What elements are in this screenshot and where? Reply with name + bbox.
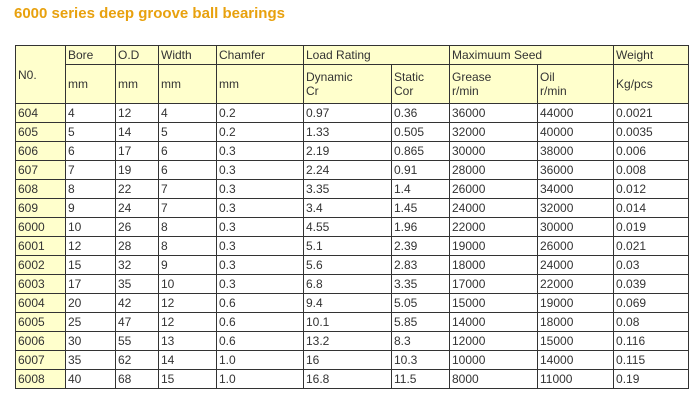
cell-bore: 10: [66, 218, 116, 237]
cell-chamfer: 0.3: [217, 142, 304, 161]
cell-width: 8: [159, 218, 217, 237]
cell-dynamic: 9.4: [304, 294, 392, 313]
header-row-units: [16, 65, 689, 104]
cell-bore: 12: [66, 237, 116, 256]
cell-bore: 40: [66, 370, 116, 389]
cell-no: 604: [16, 104, 66, 123]
cell-width: 4: [159, 104, 217, 123]
header-dynamic-label: Dynamic: [306, 70, 353, 84]
cell-grease: 19000: [450, 237, 538, 256]
header-chamfer-unit: mm: [217, 65, 304, 104]
cell-weight: 0.008: [614, 161, 689, 180]
cell-chamfer: 0.3: [217, 256, 304, 275]
cell-static: 0.91: [392, 161, 450, 180]
cell-width: 12: [159, 313, 217, 332]
cell-no: 6002: [16, 256, 66, 275]
cell-weight: 0.03: [614, 256, 689, 275]
cell-chamfer: 0.6: [217, 294, 304, 313]
cell-grease: 32000: [450, 123, 538, 142]
cell-static: 0.505: [392, 123, 450, 142]
table-row: [16, 142, 689, 161]
cell-bore: 30: [66, 332, 116, 351]
cell-grease: 17000: [450, 275, 538, 294]
cell-chamfer: 0.3: [217, 161, 304, 180]
cell-static: 10.3: [392, 351, 450, 370]
table-row: [16, 180, 689, 199]
header-grease-label: Grease: [452, 70, 492, 84]
table-row: [16, 275, 689, 294]
cell-oil: 34000: [538, 180, 614, 199]
cell-no: 6001: [16, 237, 66, 256]
table-row: [16, 218, 689, 237]
cell-dynamic: 5.6: [304, 256, 392, 275]
cell-od: 22: [116, 180, 159, 199]
cell-no: 6004: [16, 294, 66, 313]
cell-static: 2.39: [392, 237, 450, 256]
cell-no: 605: [16, 123, 66, 142]
cell-od: 12: [116, 104, 159, 123]
cell-weight: 0.19: [614, 370, 689, 389]
cell-static: 1.96: [392, 218, 450, 237]
table-row: [16, 332, 689, 351]
cell-width: 7: [159, 180, 217, 199]
cell-dynamic: 16: [304, 351, 392, 370]
cell-bore: 35: [66, 351, 116, 370]
cell-grease: 36000: [450, 104, 538, 123]
cell-bore: 8: [66, 180, 116, 199]
cell-grease: 18000: [450, 256, 538, 275]
cell-static: 5.85: [392, 313, 450, 332]
header-oil-label: Oil: [540, 70, 555, 84]
cell-oil: 36000: [538, 161, 614, 180]
cell-no: 609: [16, 199, 66, 218]
cell-width: 8: [159, 237, 217, 256]
cell-no: 6005: [16, 313, 66, 332]
cell-static: 5.05: [392, 294, 450, 313]
cell-dynamic: 1.33: [304, 123, 392, 142]
header-max-speed: Maximuum Seed: [450, 46, 614, 65]
cell-width: 9: [159, 256, 217, 275]
cell-dynamic: 3.35: [304, 180, 392, 199]
cell-no: 6003: [16, 275, 66, 294]
table-row: [16, 294, 689, 313]
cell-no: 6007: [16, 351, 66, 370]
header-row-names: [16, 46, 689, 65]
cell-od: 35: [116, 275, 159, 294]
header-oil-unit: r/min: [540, 84, 567, 98]
cell-chamfer: 1.0: [217, 370, 304, 389]
bearing-spec-table: [15, 45, 689, 389]
cell-oil: 11000: [538, 370, 614, 389]
header-width-unit: mm: [159, 65, 217, 104]
table-row: [16, 256, 689, 275]
cell-weight: 0.0035: [614, 123, 689, 142]
cell-dynamic: 6.8: [304, 275, 392, 294]
cell-width: 13: [159, 332, 217, 351]
cell-od: 28: [116, 237, 159, 256]
cell-grease: 10000: [450, 351, 538, 370]
header-chamfer: Chamfer: [217, 46, 304, 65]
table-row: [16, 123, 689, 142]
cell-weight: 0.019: [614, 218, 689, 237]
cell-od: 62: [116, 351, 159, 370]
cell-chamfer: 0.3: [217, 180, 304, 199]
cell-width: 6: [159, 161, 217, 180]
cell-grease: 28000: [450, 161, 538, 180]
cell-weight: 0.069: [614, 294, 689, 313]
cell-bore: 15: [66, 256, 116, 275]
cell-width: 10: [159, 275, 217, 294]
cell-oil: 18000: [538, 313, 614, 332]
cell-no: 6006: [16, 332, 66, 351]
cell-dynamic: 10.1: [304, 313, 392, 332]
cell-oil: 38000: [538, 142, 614, 161]
cell-width: 14: [159, 351, 217, 370]
cell-chamfer: 0.3: [217, 275, 304, 294]
table-row: [16, 313, 689, 332]
table-row: [16, 351, 689, 370]
cell-bore: 5: [66, 123, 116, 142]
table-row: [16, 104, 689, 123]
cell-weight: 0.006: [614, 142, 689, 161]
header-static: [392, 65, 450, 104]
cell-grease: 24000: [450, 199, 538, 218]
cell-grease: 30000: [450, 142, 538, 161]
cell-chamfer: 0.2: [217, 104, 304, 123]
cell-oil: 14000: [538, 351, 614, 370]
cell-od: 68: [116, 370, 159, 389]
cell-od: 55: [116, 332, 159, 351]
cell-bore: 20: [66, 294, 116, 313]
header-no: N0.: [16, 46, 66, 104]
header-weight-unit: Kg/pcs: [614, 65, 689, 104]
cell-weight: 0.08: [614, 313, 689, 332]
cell-static: 0.865: [392, 142, 450, 161]
cell-weight: 0.014: [614, 199, 689, 218]
cell-grease: 26000: [450, 180, 538, 199]
table-row: [16, 161, 689, 180]
header-od: O.D: [116, 46, 159, 65]
cell-dynamic: 3.4: [304, 199, 392, 218]
cell-bore: 7: [66, 161, 116, 180]
cell-static: 0.36: [392, 104, 450, 123]
cell-oil: 15000: [538, 332, 614, 351]
cell-oil: 24000: [538, 256, 614, 275]
cell-oil: 22000: [538, 275, 614, 294]
cell-od: 32: [116, 256, 159, 275]
cell-width: 7: [159, 199, 217, 218]
cell-weight: 0.021: [614, 237, 689, 256]
header-bore: Bore: [66, 46, 116, 65]
cell-grease: 22000: [450, 218, 538, 237]
cell-dynamic: 5.1: [304, 237, 392, 256]
cell-static: 1.45: [392, 199, 450, 218]
cell-chamfer: 0.3: [217, 218, 304, 237]
header-dynamic-symbol: Cr: [306, 84, 319, 98]
cell-oil: 30000: [538, 218, 614, 237]
cell-bore: 17: [66, 275, 116, 294]
cell-chamfer: 0.3: [217, 199, 304, 218]
cell-bore: 6: [66, 142, 116, 161]
cell-width: 12: [159, 294, 217, 313]
header-static-label: Static: [394, 70, 425, 84]
table-row: [16, 370, 689, 389]
header-width: Width: [159, 46, 217, 65]
cell-dynamic: 0.97: [304, 104, 392, 123]
cell-od: 14: [116, 123, 159, 142]
header-weight: Weight: [614, 46, 689, 65]
cell-grease: 8000: [450, 370, 538, 389]
cell-dynamic: 16.8: [304, 370, 392, 389]
cell-chamfer: 0.6: [217, 313, 304, 332]
cell-width: 5: [159, 123, 217, 142]
header-bore-unit: mm: [66, 65, 116, 104]
table-row: [16, 237, 689, 256]
header-grease-unit: r/min: [452, 84, 479, 98]
cell-static: 1.4: [392, 180, 450, 199]
cell-dynamic: 4.55: [304, 218, 392, 237]
header-static-symbol: Cor: [394, 84, 414, 98]
cell-od: 24: [116, 199, 159, 218]
cell-grease: 15000: [450, 294, 538, 313]
cell-oil: 32000: [538, 199, 614, 218]
cell-weight: 0.116: [614, 332, 689, 351]
cell-weight: 0.0021: [614, 104, 689, 123]
header-oil: [538, 65, 614, 104]
cell-grease: 14000: [450, 313, 538, 332]
cell-chamfer: 0.2: [217, 123, 304, 142]
cell-od: 47: [116, 313, 159, 332]
cell-static: 3.35: [392, 275, 450, 294]
cell-dynamic: 2.24: [304, 161, 392, 180]
cell-chamfer: 1.0: [217, 351, 304, 370]
cell-static: 2.83: [392, 256, 450, 275]
header-grease: [450, 65, 538, 104]
cell-no: 6000: [16, 218, 66, 237]
cell-dynamic: 2.19: [304, 142, 392, 161]
cell-weight: 0.115: [614, 351, 689, 370]
cell-static: 11.5: [392, 370, 450, 389]
cell-od: 26: [116, 218, 159, 237]
cell-static: 8.3: [392, 332, 450, 351]
cell-no: 6008: [16, 370, 66, 389]
cell-no: 606: [16, 142, 66, 161]
table-row: [16, 199, 689, 218]
header-od-unit: mm: [116, 65, 159, 104]
cell-weight: 0.012: [614, 180, 689, 199]
cell-width: 6: [159, 142, 217, 161]
cell-bore: 25: [66, 313, 116, 332]
cell-dynamic: 13.2: [304, 332, 392, 351]
cell-od: 42: [116, 294, 159, 313]
cell-chamfer: 0.3: [217, 237, 304, 256]
cell-weight: 0.039: [614, 275, 689, 294]
cell-oil: 26000: [538, 237, 614, 256]
cell-bore: 9: [66, 199, 116, 218]
header-load-rating: Load Rating: [304, 46, 450, 65]
cell-grease: 12000: [450, 332, 538, 351]
cell-od: 19: [116, 161, 159, 180]
header-dynamic: [304, 65, 392, 104]
cell-bore: 4: [66, 104, 116, 123]
cell-oil: 40000: [538, 123, 614, 142]
cell-od: 17: [116, 142, 159, 161]
cell-width: 15: [159, 370, 217, 389]
cell-oil: 19000: [538, 294, 614, 313]
cell-no: 607: [16, 161, 66, 180]
cell-no: 608: [16, 180, 66, 199]
page-title: 6000 series deep groove ball bearings: [14, 5, 285, 22]
cell-oil: 44000: [538, 104, 614, 123]
cell-chamfer: 0.6: [217, 332, 304, 351]
